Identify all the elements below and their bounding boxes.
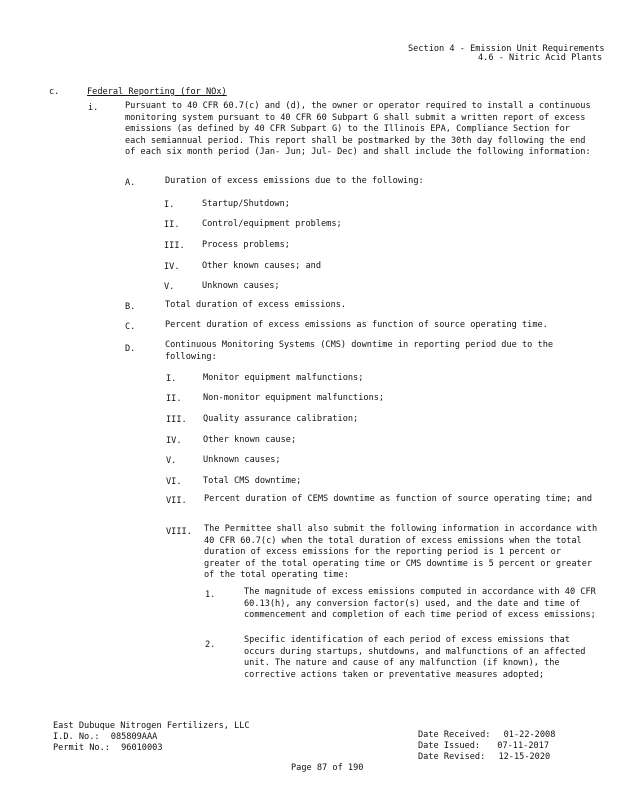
D-sub-num: VII. xyxy=(166,496,187,506)
footer-company: East Dubuque Nitrogen Fertilizers, LLC xyxy=(53,721,250,731)
D-sub-text: Monitor equipment malfunctions; xyxy=(203,373,364,383)
item-B-text: Total duration of excess emissions. xyxy=(165,300,347,310)
item-C-text: Percent duration of excess emissions as function of source operating time. xyxy=(165,320,548,330)
D-subsub-num: 2. xyxy=(205,640,216,650)
D-sub-text: Other known cause; xyxy=(203,435,297,445)
footer-issued-value: 07-11-2017 xyxy=(497,741,550,751)
D-sub-num: I. xyxy=(166,374,177,384)
D-sub-num: IV. xyxy=(166,436,182,446)
D-subsub-text: Specific identification of each period of excess emissions that occurs during startups, shutdowns, and malfunctions of an affected unit. The nature and cause of any malfunction (if known), the corrective actions taken or preventative measures adopted; xyxy=(244,635,586,680)
D-sub-num: V. xyxy=(166,456,177,466)
D-sub-num: II. xyxy=(166,394,182,404)
footer-issued-label: Date Issued: xyxy=(418,741,481,751)
A-sub-text: Unknown causes; xyxy=(202,281,280,291)
D-sub-text: Total CMS downtime; xyxy=(203,476,302,486)
D-sub-text: Quality assurance calibration; xyxy=(203,414,359,424)
item-D-text: Continuous Monitoring Systems (CMS) downtime in reporting period due to the following: xyxy=(165,340,554,362)
A-sub-num: IV. xyxy=(164,262,180,272)
D-subsub-num: 1. xyxy=(205,590,216,600)
footer-id xyxy=(53,732,157,743)
footer-received-label: Date Received: xyxy=(418,730,491,740)
footer-permit xyxy=(53,743,163,754)
A-sub-num: V. xyxy=(164,282,175,292)
D-sub-num: VIII. xyxy=(166,527,192,537)
D-sub-num: III. xyxy=(166,415,187,425)
item-i-text: Pursuant to 40 CFR 60.7(c) and (d), the owner or operator required to install a continuous monitoring system pursuant to 40 CFR 60 Subpart G shall submit a written report of excess emissions (as defined by 40 CFR Subpart G) to the Illinois EPA, Compliance Section for each semiannual period. This report shall be postmarked by the 30th day following the end of each six month period (Jan- Jun; Jul- Dec) and shall include the following information: xyxy=(125,101,591,157)
D-sub-text: Unknown causes; xyxy=(203,455,281,465)
footer-revised xyxy=(418,752,550,763)
D-subsub-text: The magnitude of excess emissions computed in accordance with 40 CFR 60.13(h), any conversion factor(s) used, and the date and time of commencement and completion of each time period of excess emissions; xyxy=(244,587,596,620)
A-sub-text: Control/equipment problems; xyxy=(202,219,342,229)
A-sub-text: Other known causes; and xyxy=(202,261,321,271)
footer-revised-value: 12-15-2020 xyxy=(498,752,551,762)
page-number: Page 87 of 190 xyxy=(291,763,364,773)
footer-revised-label: Date Revised: xyxy=(418,752,486,762)
item-i-label: i. xyxy=(88,103,99,113)
section-label: c. xyxy=(49,87,60,97)
footer-received xyxy=(418,730,555,741)
A-sub-text: Process problems; xyxy=(202,240,290,250)
header-subsection: 4.6 - Nitric Acid Plants xyxy=(478,53,603,63)
item-C-label: C. xyxy=(125,322,136,332)
D-sub-text: The Permittee shall also submit the following information in accordance with 40 CFR 60.7(c) when the total duration of excess emissions when the total duration of excess emissions for the reporting period is 1 percent or greater of the total operating time or CMS downtime is 5 percent or greater of the total operating time: xyxy=(204,524,598,580)
A-sub-num: II. xyxy=(164,220,180,230)
footer-id-value: 085809AAA xyxy=(110,732,158,742)
item-B-label: B. xyxy=(125,302,136,312)
header-section: Section 4 - Emission Unit Requirements xyxy=(408,44,605,54)
footer-received-value: 01-22-2008 xyxy=(503,730,556,740)
section-title: Federal Reporting (for NOx) xyxy=(87,87,227,97)
D-sub-text: Non-monitor equipment malfunctions; xyxy=(203,393,385,403)
item-A-text: Duration of excess emissions due to the following: xyxy=(165,176,424,186)
D-sub-num: VI. xyxy=(166,477,182,487)
item-A-label: A. xyxy=(125,178,136,188)
footer-id-label: I.D. No.: xyxy=(53,732,100,742)
A-sub-num: III. xyxy=(164,241,185,251)
D-sub-text: Percent duration of CEMS downtime as function of source operating time; and xyxy=(204,494,593,504)
A-sub-num: I. xyxy=(164,200,175,210)
footer-permit-label: Permit No.: xyxy=(53,743,110,753)
item-D-label: D. xyxy=(125,344,136,354)
A-sub-text: Startup/Shutdown; xyxy=(202,199,290,209)
footer-issued xyxy=(418,741,549,752)
footer-permit-value: 96010003 xyxy=(121,743,163,753)
